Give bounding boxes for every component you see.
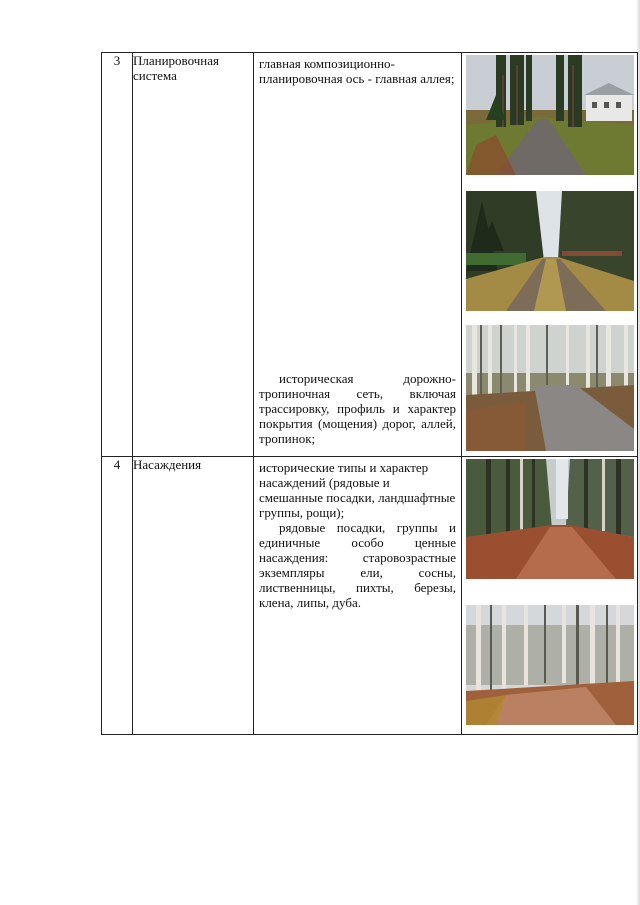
description-text-road-network: историческая дорожно-тропиночная сеть, включая трассировку, профиль и характер покрытия (мощения) дорог, аллей, тропинок;: [259, 371, 456, 446]
photo-column: [462, 53, 638, 457]
element-name: Насаждения: [133, 457, 254, 735]
table-row: [102, 457, 638, 735]
element-description: [254, 457, 462, 735]
photo-forest-path: [466, 459, 634, 579]
row-number: 4: [102, 457, 133, 735]
photo-column: [462, 457, 638, 735]
row-number: 3: [102, 53, 133, 457]
element-name: Планировочная система: [133, 53, 254, 457]
photo-main-alley: [466, 55, 634, 175]
photo-forest-clearing: [466, 605, 634, 725]
element-description: [254, 53, 462, 457]
photo-dirt-road: [466, 191, 634, 311]
description-text-main-alley: главная композиционно-планировочная ось - главная аллея;: [259, 56, 455, 86]
description-text-valuable-plantings: рядовые посадки, группы и единичные особо ценные насаждения: старовозрастные экземпляры ели, сосны, лиственницы, пихты, березы, клена, липы, дуба.: [259, 520, 456, 610]
photo-gravel-road: [466, 325, 634, 451]
table-row: [102, 53, 638, 457]
monument-elements-table: [101, 52, 638, 735]
description-text-planting-types: исторические типы и характер насаждений (рядовые и смешанные посадки, ландшафтные группы, рощи);: [259, 460, 456, 520]
